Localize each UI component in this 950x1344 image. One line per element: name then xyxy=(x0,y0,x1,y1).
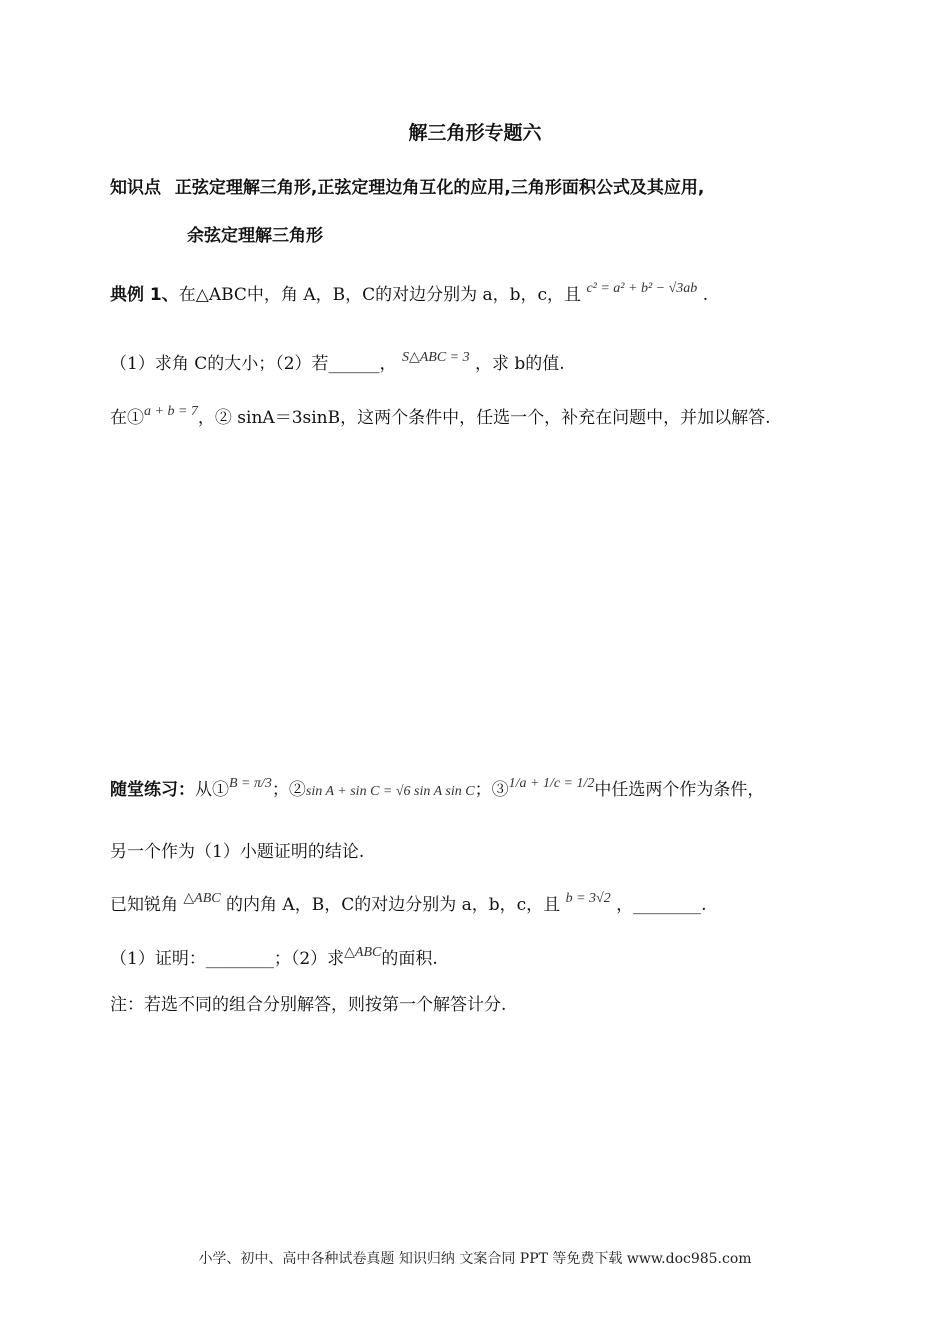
example1-formula: c² = a² + b² − √3ab xyxy=(586,281,698,296)
line4-b: 的面积. xyxy=(381,949,438,969)
example1-text: 在△ABC中，角 A，B，C的对边分别为 a，b，c，且 xyxy=(178,285,582,305)
example1-conditions xyxy=(110,406,771,432)
practice-line-3 xyxy=(110,893,707,919)
practice-p1-end: 中任选两个作为条件， xyxy=(594,780,765,800)
knowledge-line-1 xyxy=(110,176,704,200)
practice-label: 随堂练习： xyxy=(110,780,195,800)
practice-line-4 xyxy=(110,947,438,973)
practice-line-1 xyxy=(110,778,764,804)
page-title: 解三角形专题六 xyxy=(408,122,542,144)
cond1-formula: a + b = 7 xyxy=(144,404,198,419)
line3-c: ，________. xyxy=(616,895,707,915)
question-part2: ，求 b的值. xyxy=(475,354,565,374)
line3-a: 已知锐角 xyxy=(110,895,178,915)
example1-end: . xyxy=(702,285,709,305)
triangle-symbol: △ABC xyxy=(183,891,221,906)
practice-sep2: ；③ xyxy=(474,780,509,800)
cond-b-formula: b = 3√2 xyxy=(565,891,611,906)
practice-cond3: 1/a + 1/c = 1/2 xyxy=(508,776,595,791)
practice-note: 注：若选不同的组合分别解答，则按第一个解答计分. xyxy=(110,995,507,1015)
knowledge-line-2: 余弦定理解三角形 xyxy=(187,226,323,246)
triangle-symbol-2: △ABC xyxy=(344,945,382,960)
practice-p1: 从① xyxy=(195,780,229,800)
area-formula: S△ABC = 3 xyxy=(401,350,470,365)
practice-cond1: B = π/3 xyxy=(229,776,272,791)
practice-line-2: 另一个作为（1）小题证明的结论. xyxy=(110,842,365,862)
line4-a: （1）证明：________；（2）求 xyxy=(110,949,345,969)
example1-label: 典例 1、 xyxy=(110,285,179,305)
line3-b: 的内角 A，B，C的对边分别为 a，b，c，且 xyxy=(226,895,561,915)
question-part1: （1）求角 C的大小；（2）若______， xyxy=(110,354,397,374)
example1-line xyxy=(110,283,708,309)
page-footer: 小学、初中、高中各种试卷真题 知识归纳 文案合同 PPT 等免费下载 www.doc985.com xyxy=(198,1251,752,1267)
knowledge-text-1: 正弦定理解三角形,正弦定理边角互化的应用,三角形面积公式及其应用, xyxy=(174,178,705,198)
practice-cond2: sin A + sin C = √6 sin A sin C xyxy=(305,784,475,799)
knowledge-label: 知识点 xyxy=(110,178,161,198)
example1-question xyxy=(110,352,565,378)
cond-rest: ，② sinA＝3sinB，这两个条件中，任选一个，补充在问题中，并加以解答. xyxy=(197,408,771,428)
practice-sep1: ；② xyxy=(271,780,306,800)
cond-prefix: 在① xyxy=(110,408,144,428)
